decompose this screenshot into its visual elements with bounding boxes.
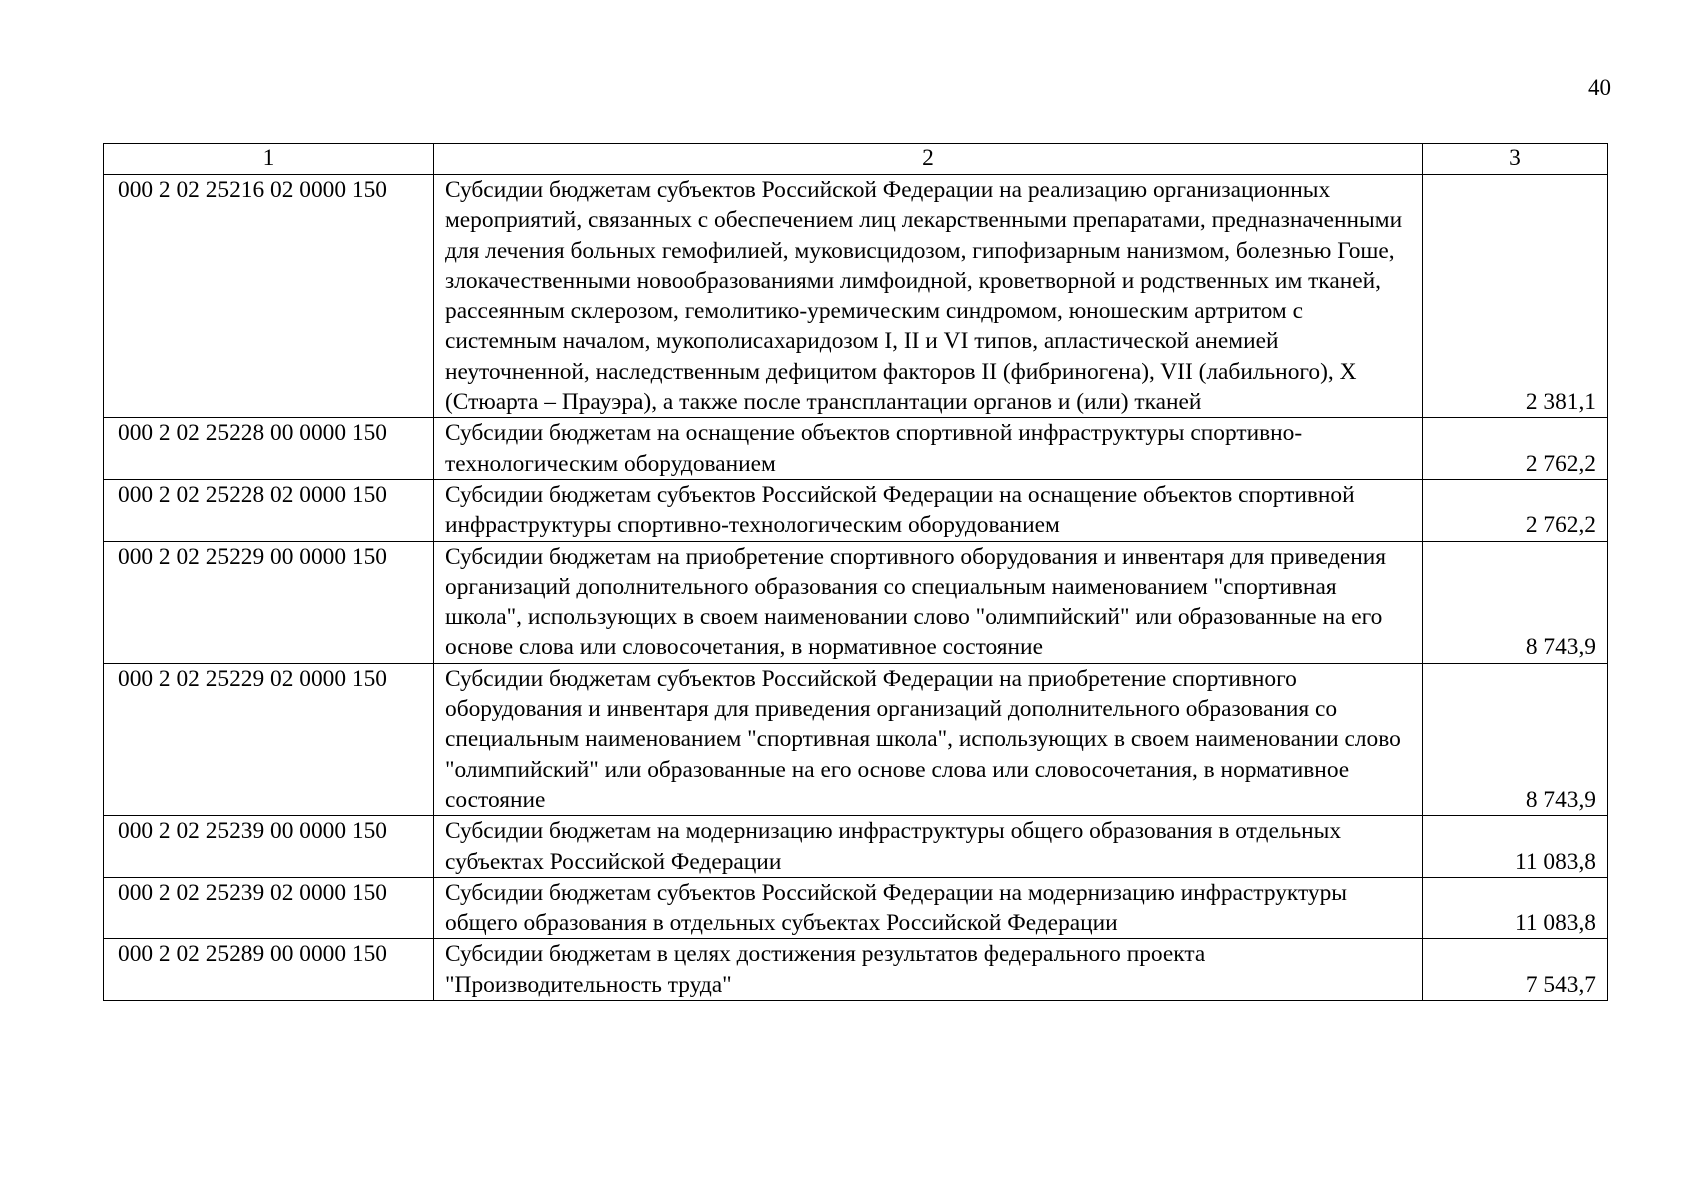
table-row [104, 663, 1608, 815]
table-row [104, 479, 1608, 541]
code-cell: 000 2 02 25289 00 0000 150 [104, 939, 434, 1001]
name-cell: Субсидии бюджетам на оснащение объектов спортивной инфраструктуры спортивно-технологическим оборудованием [434, 418, 1423, 480]
amount-cell: 8 743,9 [1423, 663, 1608, 815]
table-row [104, 541, 1608, 663]
column-header: 3 [1423, 144, 1608, 175]
code-cell: 000 2 02 25229 00 0000 150 [104, 541, 434, 663]
table-row [104, 816, 1608, 878]
table-row [104, 418, 1608, 480]
table-row [104, 175, 1608, 418]
amount-cell: 2 381,1 [1423, 175, 1608, 418]
code-cell: 000 2 02 25239 00 0000 150 [104, 816, 434, 878]
amount-cell: 11 083,8 [1423, 816, 1608, 878]
table-row [104, 877, 1608, 939]
code-cell: 000 2 02 25228 00 0000 150 [104, 418, 434, 480]
name-cell: Субсидии бюджетам субъектов Российской Федерации на реализацию организационных мероприятий, связанных с обеспечением лиц лекарственными препаратами, предназначенными для лечения больных гемофилией, муковисцидозом, гипофизарным нанизмом, болезнью Гоше, злокачественными новообразованиями лимфоидной, кроветворной и родственных им тканей, рассеянным склерозом, гемолитико-уремическим синдромом, юношеским артритом с системным началом, мукополисахаридозом I, II и VI типов, апластической анемией неуточненной, наследственным дефицитом факторов II (фибриногена), VII (лабильного), X (Стюарта – Прауэра), а также после трансплантации органов и (или) тканей [434, 175, 1423, 418]
table-row [104, 939, 1608, 1001]
table-header-row [104, 144, 1608, 175]
amount-cell: 8 743,9 [1423, 541, 1608, 663]
amount-cell: 2 762,2 [1423, 479, 1608, 541]
code-cell: 000 2 02 25228 02 0000 150 [104, 479, 434, 541]
column-header: 1 [104, 144, 434, 175]
name-cell: Субсидии бюджетам на приобретение спортивного оборудования и инвентаря для приведения организаций дополнительного образования со специальным наименованием "спортивная школа", использующих в своем наименовании слово "олимпийский" или образованные на его основе слова или словосочетания, в нормативное состояние [434, 541, 1423, 663]
amount-cell: 11 083,8 [1423, 877, 1608, 939]
code-cell: 000 2 02 25216 02 0000 150 [104, 175, 434, 418]
amount-cell: 2 762,2 [1423, 418, 1608, 480]
name-cell: Субсидии бюджетам субъектов Российской Федерации на оснащение объектов спортивной инфраструктуры спортивно-технологическим оборудованием [434, 479, 1423, 541]
name-cell: Субсидии бюджетам в целях достижения результатов федерального проекта "Производительность труда" [434, 939, 1423, 1001]
name-cell: Субсидии бюджетам субъектов Российской Федерации на модернизацию инфраструктуры общего образования в отдельных субъектах Российской Федерации [434, 877, 1423, 939]
column-header: 2 [434, 144, 1423, 175]
code-cell: 000 2 02 25229 02 0000 150 [104, 663, 434, 815]
code-cell: 000 2 02 25239 02 0000 150 [104, 877, 434, 939]
budget-table [103, 143, 1608, 1001]
amount-cell: 7 543,7 [1423, 939, 1608, 1001]
name-cell: Субсидии бюджетам на модернизацию инфраструктуры общего образования в отдельных субъектах Российской Федерации [434, 816, 1423, 878]
page-number: 40 [1588, 75, 1611, 100]
name-cell: Субсидии бюджетам субъектов Российской Федерации на приобретение спортивного оборудования и инвентаря для приведения организаций дополнительного образования со специальным наименованием "спортивная школа", использующих в своем наименовании слово "олимпийский" или образованные на его основе слова или словосочетания, в нормативное состояние [434, 663, 1423, 815]
